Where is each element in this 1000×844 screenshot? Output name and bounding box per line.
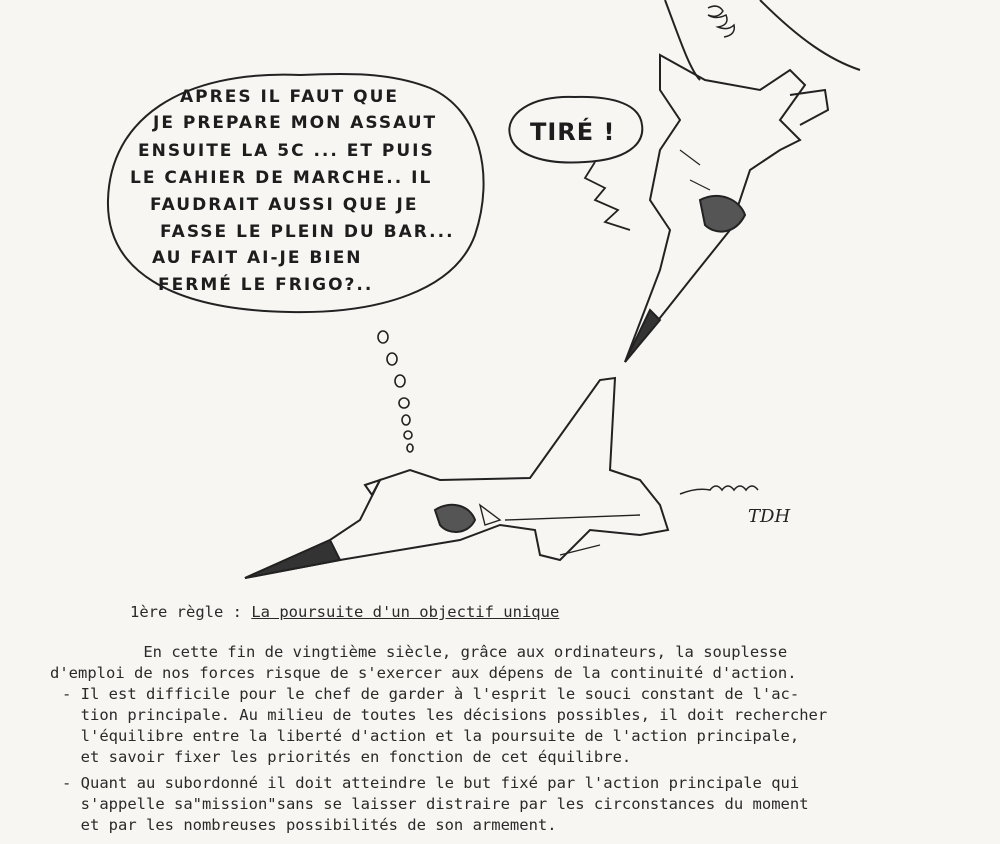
- bubble-line-4: LE CAHIER DE MARCHE.. IL: [130, 168, 433, 188]
- bubble-line-8: FERMÉ LE FRIGO?..: [158, 275, 374, 295]
- diving-jet: [625, 55, 828, 362]
- bullet-line: tion principale. Au milieu de toutes les décisions possibles, il doit rechercher: [62, 706, 828, 724]
- bubble-line-7: AU FAIT AI-JE BIEN: [152, 248, 363, 268]
- bullet-line: s'appelle sa"mission"sans se laisser distraire par les circonstances du moment: [62, 795, 809, 813]
- speech-pointer: [585, 162, 630, 230]
- cruising-jet: [245, 378, 668, 578]
- bullet-line: et par les nombreuses possibilités de son armement.: [62, 816, 557, 834]
- paragraph-line: d'emploi de nos forces risque de s'exercer aux dépens de la continuité d'action.: [50, 664, 797, 682]
- speech-bubble-text: TIRÉ !: [530, 118, 616, 146]
- bullet-line: - Quant au subordonné il doit atteindre le but fixé par l'action principale qui: [62, 774, 800, 792]
- rule-heading: [130, 603, 559, 621]
- bubble-line-3: ENSUITE LA 5C ... ET PUIS: [138, 141, 435, 161]
- bullet-subordonne: [62, 773, 809, 836]
- artist-signature: TDH: [748, 506, 791, 527]
- flight-arc: [665, 0, 860, 80]
- bullet-line: et savoir fixer les priorités en fonction de cet équilibre.: [62, 748, 632, 766]
- bullet-line: - Il est difficile pour le chef de garder à l'esprit le souci constant de l'ac-: [62, 685, 800, 703]
- paragraph-line: En cette fin de vingtième siècle, grâce aux ordinateurs, la souplesse: [50, 643, 788, 661]
- rule-prefix: 1ère règle :: [130, 603, 242, 621]
- intro-paragraph: [50, 642, 797, 684]
- spiral-squiggle: [708, 6, 734, 37]
- motion-squiggle: [680, 486, 758, 494]
- thought-bubble-text: [130, 87, 455, 295]
- bullet-chef: [62, 684, 827, 768]
- thought-trail: [378, 331, 413, 452]
- bullet-line: l'équilibre entre la liberté d'action et la poursuite de l'action principale,: [62, 727, 800, 745]
- bubble-line-6: FASSE LE PLEIN DU BAR...: [160, 222, 455, 242]
- rule-title: La poursuite d'un objectif unique: [251, 603, 560, 621]
- bubble-line-2: JE PREPARE MON ASSAUT: [153, 113, 438, 133]
- bubble-line-5: FAUDRAIT AUSSI QUE JE: [150, 195, 419, 215]
- bubble-line-1: APRES IL FAUT QUE: [180, 87, 400, 107]
